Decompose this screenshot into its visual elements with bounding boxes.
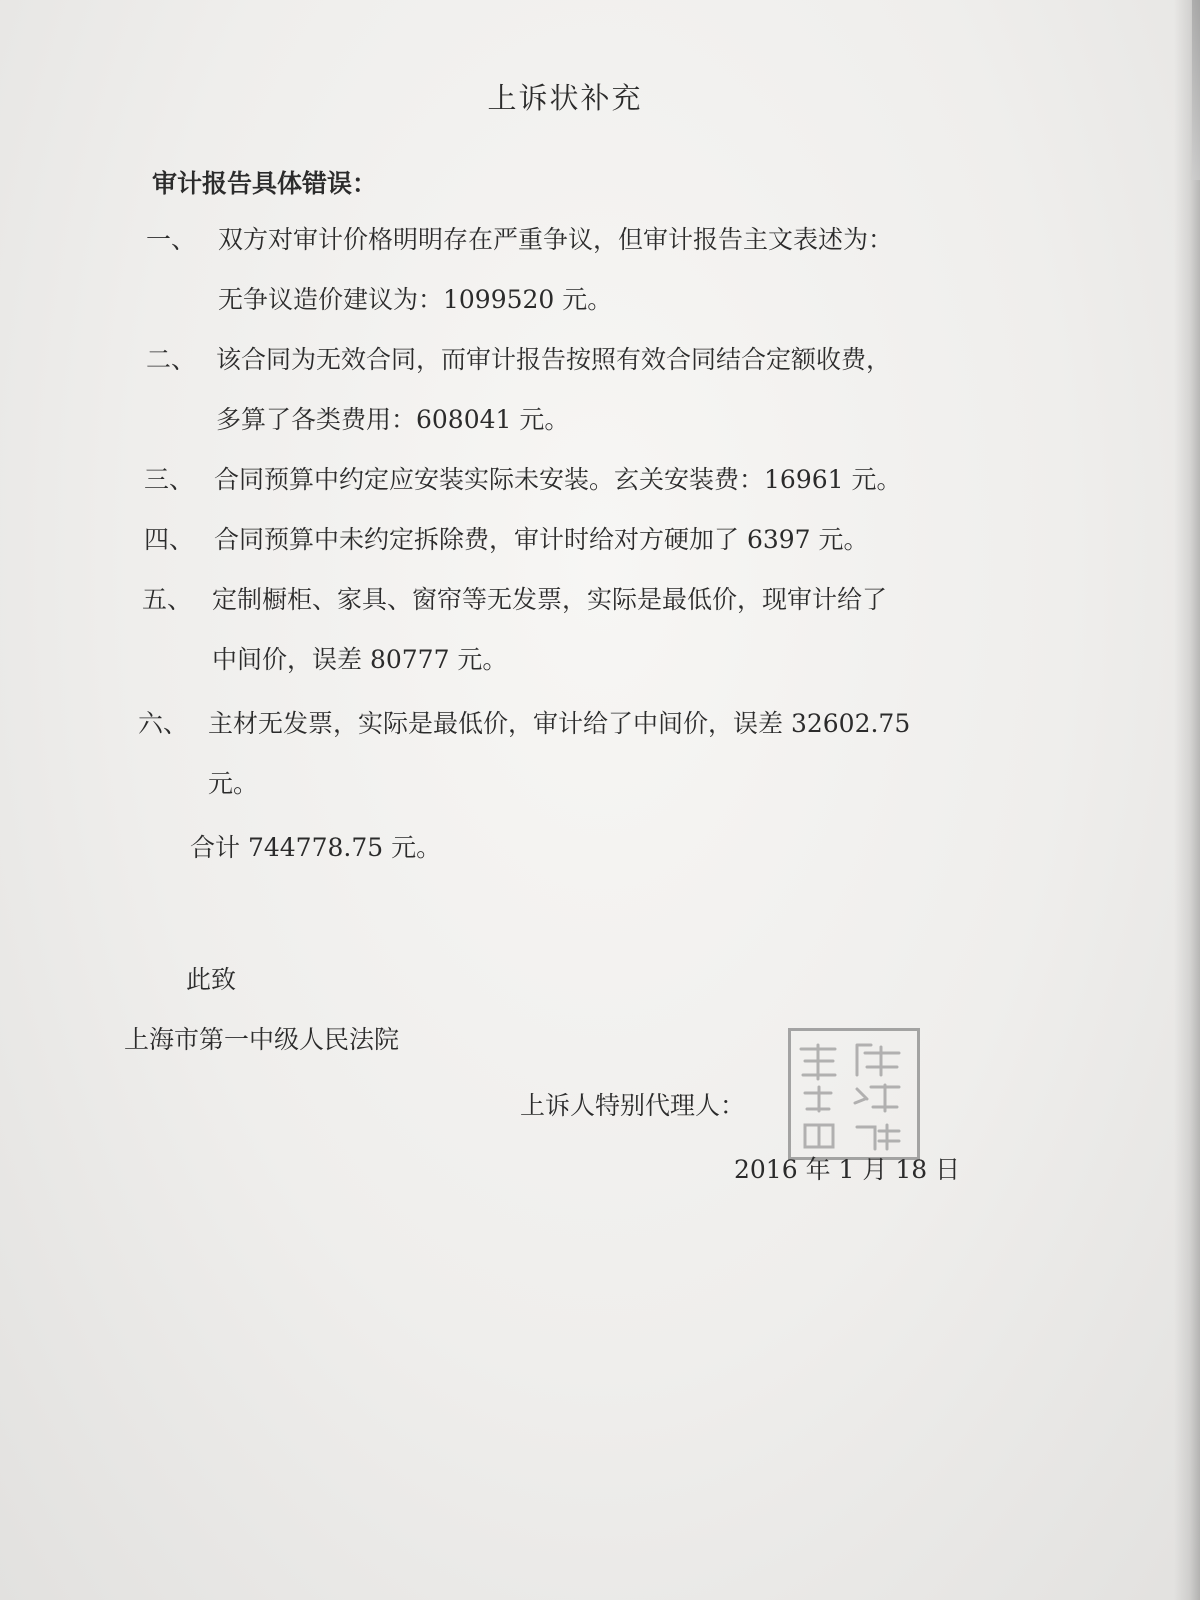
- item-number: 四、: [144, 525, 195, 554]
- page-edge-shadow: [1174, 0, 1200, 1600]
- document-date: 2016 年 1 月 18 日: [734, 1155, 961, 1184]
- signature-label: 上诉人特别代理人：: [520, 1091, 746, 1120]
- court-recipient: 上海市第一中级人民法院: [124, 1025, 400, 1054]
- item-number: 五、: [142, 585, 193, 614]
- document-title: 上诉状补充: [487, 81, 643, 115]
- closing-salutation: 此致: [186, 965, 237, 994]
- item-text-line: 合同预算中未约定拆除费，审计时给对方硬加了 6397 元。: [214, 525, 869, 554]
- item-text-line: 中间价，误差 80777 元。: [212, 645, 508, 674]
- item-text-line: 该合同为无效合同，而审计报告按照有效合同结合定额收费，: [216, 345, 892, 374]
- item-text-line: 多算了各类费用：608041 元。: [216, 405, 570, 434]
- lawyer-seal-stamp: [788, 1028, 920, 1160]
- item-number: 一、: [146, 225, 197, 254]
- item-text-line: 双方对审计价格明明存在严重争议，但审计报告主文表述为：: [218, 225, 894, 254]
- item-text-line: 元。: [208, 769, 259, 798]
- item-number: 二、: [146, 345, 197, 374]
- seal-stamp-graphic: [791, 1031, 917, 1157]
- item-text-line: 合同预算中约定应安装实际未安装。玄关安装费：16961 元。: [214, 465, 902, 494]
- item-number: 六、: [138, 709, 189, 738]
- item-text-line: 无争议造价建议为：1099520 元。: [218, 285, 613, 314]
- section-heading: 审计报告具体错误：: [152, 169, 378, 198]
- total-line: 合计 744778.75 元。: [190, 833, 442, 862]
- item-number: 三、: [144, 465, 195, 494]
- item-text-line: 主材无发票，实际是最低价，审计给了中间价，误差 32602.75: [208, 709, 911, 738]
- page-edge-strip: [1192, 0, 1200, 180]
- item-text-line: 定制橱柜、家具、窗帘等无发票，实际是最低价，现审计给了: [212, 585, 888, 614]
